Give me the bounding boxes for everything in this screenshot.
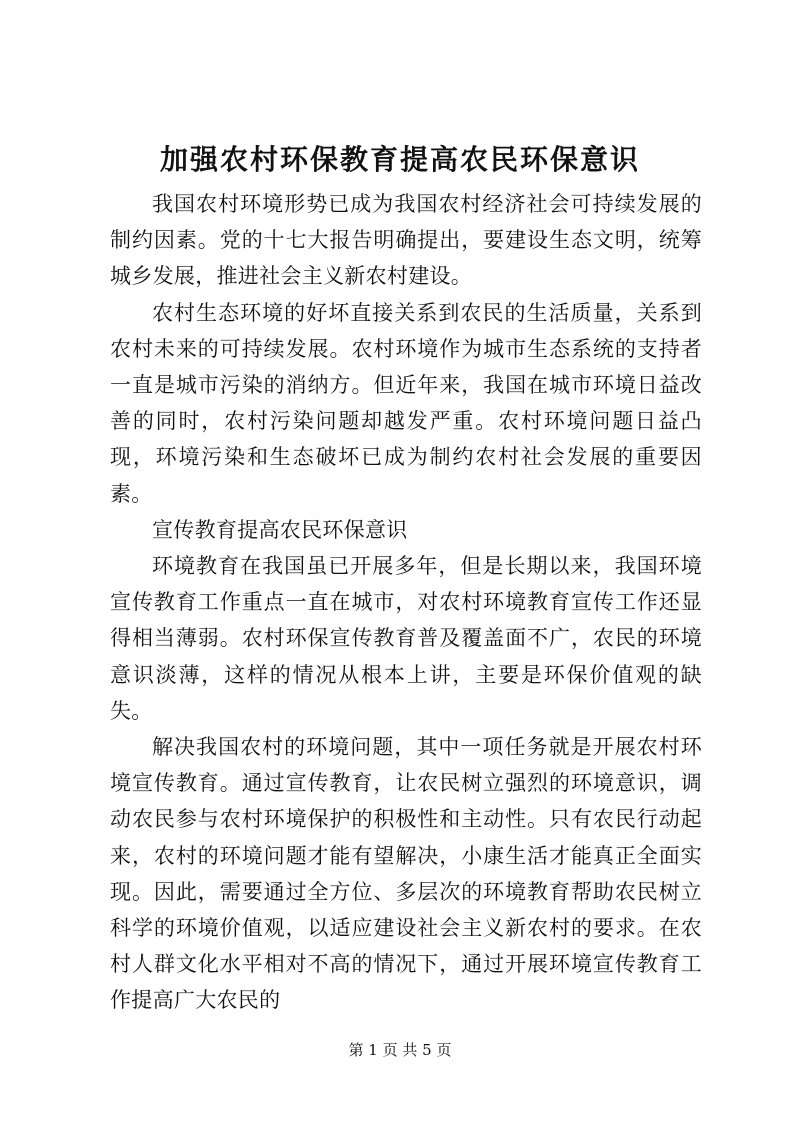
paragraph-environmental-education: 环境教育在我国虽已开展多年，但是长期以来，我国环境宣传教育工作重点一直在城市，对农村环境教育宣传工作还显得相当薄弱。农村环保宣传教育普及覆盖面不广，农民的环境意识淡薄，这样的情况从根本上讲，主要是环保价值观的缺失。 <box>110 554 702 723</box>
section-heading: 宣传教育提高农民环保意识 <box>152 517 408 542</box>
page-number-footer: 第 1 页 共 5 页 <box>348 1041 452 1059</box>
paragraph-intro: 我国农村环境形势已成为我国农村经济社会可持续发展的制约因素。党的十七大报告明确提出，要建设生态文明，统筹城乡发展，推进社会主义新农村建设。 <box>110 192 702 289</box>
page-title: 加强农村环保教育提高农民环保意识 <box>159 143 640 176</box>
document-body <box>110 186 702 1019</box>
paragraph-rural-ecology: 农村生态环境的好坏直接关系到农民的生活质量，关系到农村未来的可持续发展。农村环境作为城市生态系统的支持者一直是城市污染的消纳方。但近年来，我国在城市环境日益改善的同时，农村污染问题却越发严重。农村环境问题日益凸现，环境污染和生态破坏已成为制约农村社会发展的重要因素。 <box>110 300 702 506</box>
paragraph-solution: 解决我国农村的环境问题，其中一项任务就是开展农村环境宣传教育。通过宣传教育，让农民树立强烈的环境意识，调动农民参与农村环境保护的积极性和主动性。只有农民行动起来，农村的环境问题才能有望解决，小康生活才能真正全面实现。因此，需要通过全方位、多层次的环境教育帮助农民树立科学的环境价值观，以适应建设社会主义新农村的要求。在农村人群文化水平相对不高的情况下，通过开展环境宣传教育工作提高广大农民的 <box>110 735 702 1013</box>
